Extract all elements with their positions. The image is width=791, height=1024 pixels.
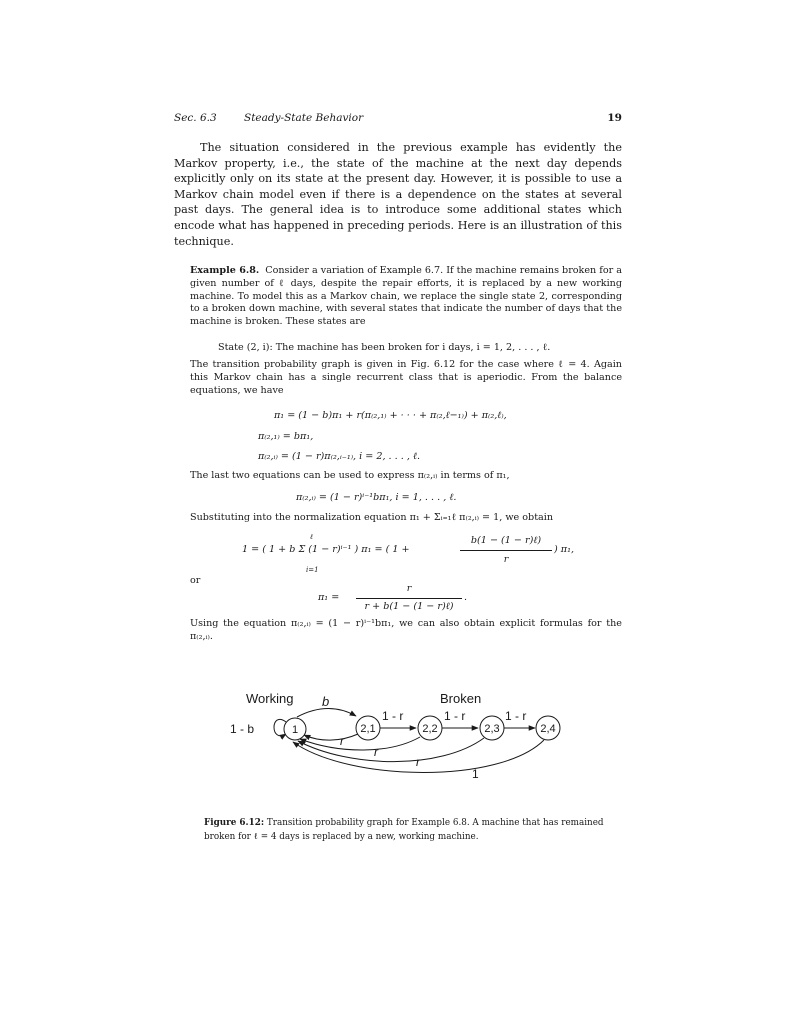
figure-caption	[204, 816, 604, 844]
example-paragraph-4: Substituting into the normalization equation π₁ + Σᵢ₌₁ℓ π₍₂,ᵢ₎ = 1, we obtain	[190, 512, 554, 523]
equation-4: π₍₂,ᵢ₎ = (1 − r)ⁱ⁻¹bπ₁, i = 1, . . . , ℓ.	[296, 492, 457, 503]
page-number: 19	[607, 112, 622, 124]
state-1-label: 1	[291, 724, 299, 736]
equation-1: π₁ = (1 − b)π₁ + r(π₍₂,₁₎ + · · · + π₍₂,ℓ−₁₎) + π₍₂,ℓ₎,	[274, 410, 507, 421]
equation-5-left: 1 = ( 1 + b Σ (1 − r)ⁱ⁻¹ ) π₁ = ( 1 +	[242, 544, 410, 555]
section-title: Steady-State Behavior	[244, 112, 364, 124]
state-22-label: 2,2	[422, 723, 438, 735]
equation-6-period: .	[464, 592, 468, 603]
self-loop-label: 1 - b	[230, 722, 255, 736]
equation-6-left: π₁ =	[318, 592, 340, 603]
edge-b-arrow	[297, 709, 356, 717]
or-text: or	[190, 575, 201, 586]
edge-21-1-arrow	[304, 734, 358, 740]
state-23-label: 2,3	[484, 723, 500, 735]
edge-21-22-label: 1 - r	[382, 709, 404, 723]
example-paragraph-2: The transition probability graph is given in Fig. 6.12 for the case where ℓ = 4. Again this Markov chain has a single recurrent class that is aperiodic. From the balance equations, we have	[190, 359, 622, 396]
state-21-label: 2,1	[360, 723, 376, 735]
edge-21-1-label: r	[340, 734, 344, 748]
edge-23-1-label: r	[416, 755, 420, 769]
example-label: Example 6.8.	[190, 265, 260, 276]
edge-24-1-label: 1	[472, 767, 479, 781]
intro-paragraph: The situation considered in the previous example has evidently the Markov property, i.e., the state of the machine at the next day depends explicitly only on its state at the present day. However, it is possible to use a Markov chain model even if there is a dependence on the states at several past days. The general idea is to introduce some additional states which encode what has happened in preceding periods. Here is an illustration of this technique.	[174, 141, 622, 248]
equation-5-denominator: r	[503, 554, 509, 565]
example-text-1: Consider a variation of Example 6.7. If the machine remains broken for a given number of ℓ days, despite the repair efforts, it is replaced by a new working machine. To model this as a Markov chain, we replace the single state 2, corresponding to a broken down machine, with several states that indicate the number of days that the machine is broken. These states are	[190, 265, 622, 328]
sum-lower-limit: i=1	[306, 566, 319, 574]
example-paragraph-5: Using the equation π₍₂,ᵢ₎ = (1 − r)ⁱ⁻¹bπ₁, we can also obtain explicit formulas for the π₍₂,ᵢ₎.	[190, 618, 622, 642]
label-working: Working	[246, 691, 294, 706]
equation-3: π₍₂,ᵢ₎ = (1 − r)π₍₂,ᵢ₋₁₎, i = 2, . . . , ℓ.	[258, 451, 420, 462]
figure-caption-label: Figure 6.12:	[204, 818, 265, 828]
example-paragraph-3: The last two equations can be used to express π₍₂,ᵢ₎ in terms of π₁,	[190, 470, 510, 481]
state-definition: State (2, i): The machine has been broken for i days, i = 1, 2, . . . , ℓ.	[218, 342, 551, 353]
label-broken: Broken	[440, 691, 482, 706]
equation-2: π₍₂,₁₎ = bπ₁,	[258, 431, 314, 442]
equation-6-numerator: r	[406, 583, 412, 594]
edge-22-23-label: 1 - r	[444, 709, 466, 723]
figure-caption-text: Transition probability graph for Example 6.8. A machine that has remained broken for ℓ = 4 days is replaced by a new, working machine.	[204, 818, 604, 842]
equation-6-denominator: r + b(1 − (1 − r)ℓ)	[364, 601, 454, 612]
sum-upper-limit: ℓ	[310, 533, 313, 541]
state-24-label: 2,4	[540, 723, 556, 735]
edge-b-label: b	[322, 694, 330, 709]
edge-23-24-label: 1 - r	[505, 709, 527, 723]
equation-5-right: ) π₁,	[554, 544, 574, 555]
section-number: Sec. 6.3	[174, 112, 217, 124]
edge-22-1-label: r	[374, 745, 378, 759]
equation-5-numerator: b(1 − (1 − r)ℓ)	[470, 535, 542, 546]
